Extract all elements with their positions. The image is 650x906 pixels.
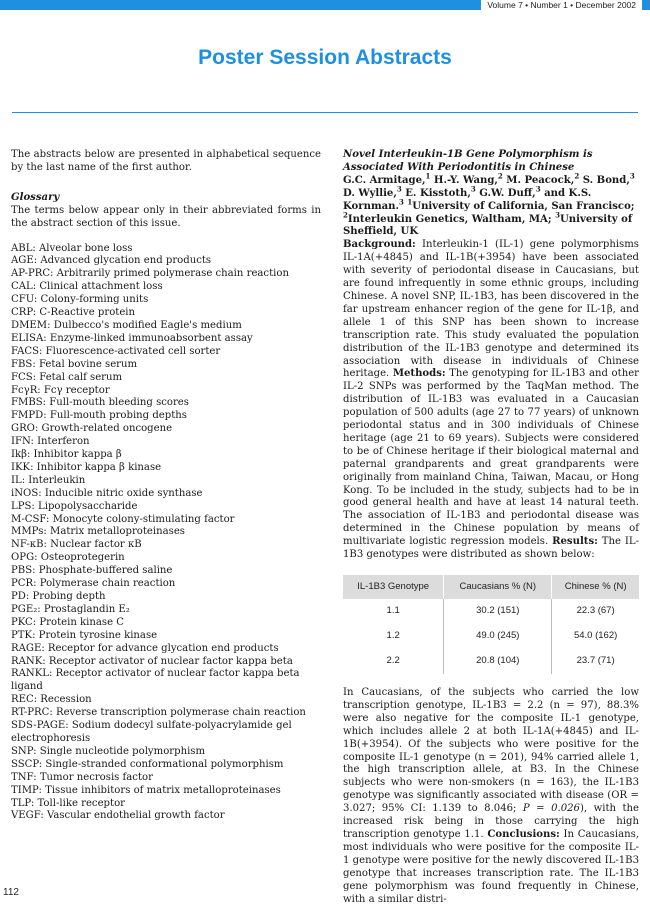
affiliation: Interleukin Genetics, Waltham, MA; <box>347 213 556 225</box>
glossary-item: PBS: Phosphate-buffered saline <box>11 565 173 577</box>
glossary-item: RT-PRC: Reverse transcription polymerase chain reaction <box>11 707 306 719</box>
glossary-item: FCS: Fetal calf serum <box>11 371 123 383</box>
glossary-item: AGE: Advanced glycation end products <box>11 255 212 267</box>
glossary-item: ELISA: Enzyme-linked immunoabsorbent assay <box>11 332 253 344</box>
methods-text: The genotyping for IL-1B3 and other IL-2 SNPs was performed by the TaqMan method. The distribution of IL-1B3 was evaluated in a Caucasian population of 500 adults (age 27 to 77 years) of unknown periodontal status and in 300 individuals of Chinese heritage (age 21 to 69 years). Subjects were considered to be of Chinese heritage if their biological maternal and paternal grandparents and great grandparents were originally from mainland China, Taiwan, Macau, or Hong Kong. To be included in the study, subjects had to be in good general health and have at least 14 natural teeth. The association of IL-1B3 and periodontal disease was determined in the Chinese population by means of multivariate logistic regression models. <box>343 368 639 548</box>
author-name: G.W. Duff, <box>475 187 536 199</box>
glossary-item: PKC: Protein kinase C <box>11 616 125 628</box>
affiliation: University of Sheffield, UK <box>343 213 633 238</box>
glossary-item: NF-κB: Nuclear factor κB <box>11 539 142 551</box>
table-row <box>343 624 639 649</box>
glossary-item: VEGF: Vascular endothelial growth factor <box>11 810 225 822</box>
abstract-body <box>343 239 639 562</box>
page-number: 112 <box>3 887 19 898</box>
table-row <box>343 599 639 624</box>
table-cell: 1.2 <box>343 624 444 649</box>
glossary-item: M-CSF: Monocyte colony-stimulating factor <box>11 513 235 525</box>
glossary-heading: Glossary <box>11 191 60 203</box>
affiliation: University of California, San Francisco; <box>412 200 635 212</box>
page-title: Poster Session Abstracts <box>198 46 452 69</box>
conclusions-text: In Caucasians, most individuals who were positive for the composite IL-1 genotype were positive for the newly discovered IL-1B3 genotype that increases transcription rate. The IL-1B3 gene polymorphism was found frequently in Chinese, with a similar distri- <box>343 828 640 905</box>
glossary-item: MMPs: Matrix metalloproteinases <box>11 526 185 538</box>
glossary-item: FMBS: Full-mouth bleeding scores <box>11 397 189 409</box>
glossary-item: PGE₂: Prostaglandin E₂ <box>11 603 130 615</box>
results-detail: In Caucasians, of the subjects who carried the low transcription genotype, IL-1B3 = 2.2 (n = 97), 88.3% were also negative for the composite IL-1 genotype, which includes allele 2 at both IL-1A(+4845) and IL-1B(+3954). Of the subjects who were positive for the composite IL-1 genotype (n = 201), 94% carried allele 1, the high transcription allele, at B3. In the Chinese subjects who were non-smokers (n = 163), the IL-1B3 genotype was significantly associated with disease (OR = 3.027; 95% CI: 1.139 to 8.046; <box>343 687 639 815</box>
glossary-item: ABL: Alveolar bone loss <box>11 242 133 254</box>
glossary-item: FACS: Fluorescence-activated cell sorter <box>11 345 221 357</box>
author-name: M. Peacock, <box>502 174 575 186</box>
glossary-item: PD: Probing depth <box>11 591 106 602</box>
results-discussion <box>343 687 639 906</box>
p-value: P = 0.026 <box>522 803 580 815</box>
glossary-item: CAL: Clinical attachment loss <box>11 281 163 293</box>
glossary-item: OPG: Osteoprotegerin <box>11 552 125 564</box>
glossary-item: SDS-PAGE: Sodium dodecyl sulfate-polyacrylamide gel electrophoresis <box>11 720 292 744</box>
table-cell: 1.1 <box>343 599 444 624</box>
journal-info: Volume 7 • Number 1 • December 2002 <box>481 0 642 10</box>
glossary-item: Ikβ: Inhibitor kappa β <box>11 449 122 461</box>
glossary-item: DMEM: Dulbecco's modified Eagle's medium <box>11 319 242 331</box>
author-name: S. Bond, <box>579 174 630 186</box>
glossary-item: REC: Recession <box>11 694 92 706</box>
genotype-table <box>343 575 639 674</box>
results-label: Results: <box>552 536 598 548</box>
background-label: Background: <box>343 239 416 251</box>
author-name: D. Wyllie, <box>343 187 397 199</box>
glossary-list <box>11 243 321 824</box>
glossary-item: TNF: Tumor necrosis factor <box>11 771 153 783</box>
glossary-item: FcγR: Fcγ receptor <box>11 384 110 396</box>
abstract-title: Novel Interleukin-1B Gene Polymorphism is Associated With Periodontitis in Chinese <box>343 149 593 173</box>
glossary-item: iNOS: Inducible nitric oxide synthase <box>11 487 203 499</box>
table-cell: 49.0 (245) <box>444 624 552 649</box>
glossary-item: RANK: Receptor activator of nuclear factor kappa beta <box>11 655 293 667</box>
conclusions-label: Conclusions: <box>487 828 560 840</box>
glossary-item: GRO: Growth-related oncogene <box>11 423 173 435</box>
table-cell: 2.2 <box>343 649 444 674</box>
author-name: G.C. Armitage, <box>343 174 426 186</box>
results-text: The IL-1B3 genotypes were distributed as shown below: <box>343 536 639 561</box>
glossary-item: IL: Interleukin <box>11 474 86 486</box>
column-header: IL-1B3 Genotype <box>343 575 444 599</box>
glossary-item: TIMP: Tissue inhibitors of matrix metalloproteinases <box>11 784 281 796</box>
glossary-item: PCR: Polymerase chain reaction <box>11 578 176 590</box>
glossary-item: CFU: Colony-forming units <box>11 294 149 306</box>
glossary-item: RAGE: Receptor for advance glycation end products <box>11 642 279 654</box>
methods-label: Methods: <box>392 368 446 380</box>
background-text: Interleukin-1 (IL-1) gene polymorphisms IL-1A(+4845) and IL-1B(+3954) have been associated with severity of periodontal disease in Caucasians, but are found infrequently in some ethnic groups, including Chinese. A novel SNP, IL-1B3, has been discovered in the far upstream enhancer region of the gene for IL-1β, and allele 1 of this SNP has been shown to increase transcription rate. This study evaluated the population distribution of the IL-1B3 genotype and determined its association with disease in individuals of Chinese heritage. <box>343 239 639 380</box>
column-header: Chinese % (N) <box>552 575 639 599</box>
intro-paragraph: The abstracts below are presented in alphabetical sequence by the last name of the first author. <box>11 149 321 173</box>
glossary-item: PTK: Protein tyrosine kinase <box>11 629 158 641</box>
author-name: H.-Y. Wang, <box>430 174 498 186</box>
title-divider <box>12 112 638 113</box>
glossary-item: LPS: Lipopolysaccharide <box>11 500 138 512</box>
table-cell: 20.8 (104) <box>444 649 552 674</box>
glossary-item: TLP: Toll-like receptor <box>11 797 125 809</box>
glossary-item: AP-PRC: Arbitrarily primed polymerase chain reaction <box>11 268 289 280</box>
table-row <box>343 649 639 674</box>
glossary-item: SNP: Single nucleotide polymorphism <box>11 745 206 757</box>
table-cell: 22.3 (67) <box>552 599 639 624</box>
table-cell: 54.0 (162) <box>552 624 639 649</box>
author-list: G.C. Armitage,$^1$ H.-Y. Wang,$^2$ M. Peacock,$^2$ S. Bond,$^3$ D. Wyllie,$^3$ E. Kisstoth,$^3$ G.W. Duff,$^3$ and K.S. Kornman.$^3$ $^1$University of California, San Francisco; $^2$Interleukin Genetics, Waltham, MA; $^3$University of Sheffield, UK <box>343 171 635 238</box>
table-cell: 23.7 (71) <box>552 649 639 674</box>
glossary-item: CRP: C-Reactive protein <box>11 307 136 319</box>
glossary-item: FBS: Fetal bovine serum <box>11 358 138 370</box>
glossary-item: RANKL: Receptor activator of nuclear factor kappa beta ligand <box>11 668 300 693</box>
table-cell: 30.2 (151) <box>444 599 552 624</box>
author-name: E. Kisstoth, <box>401 187 471 199</box>
glossary-note: The terms below appear only in their abbreviated forms in the abstract section of this issue. <box>11 204 321 229</box>
glossary-item: FMPD: Full-mouth probing depths <box>11 410 187 422</box>
glossary-item: IKK: Inhibitor kappa β kinase <box>11 461 162 473</box>
left-column <box>11 149 321 823</box>
right-column <box>343 149 639 906</box>
results-detail-end: ), with the increased risk being in those carrying the high transcription genotype 1.1. <box>343 803 640 840</box>
glossary-item: IFN: Interferon <box>11 436 90 448</box>
glossary-item: SSCP: Single-stranded conformational polymorphism <box>11 758 284 770</box>
author-name: and K.S. Kornman. <box>343 187 592 212</box>
column-header: Caucasians % (N) <box>444 575 552 599</box>
table-header-row <box>343 575 639 599</box>
